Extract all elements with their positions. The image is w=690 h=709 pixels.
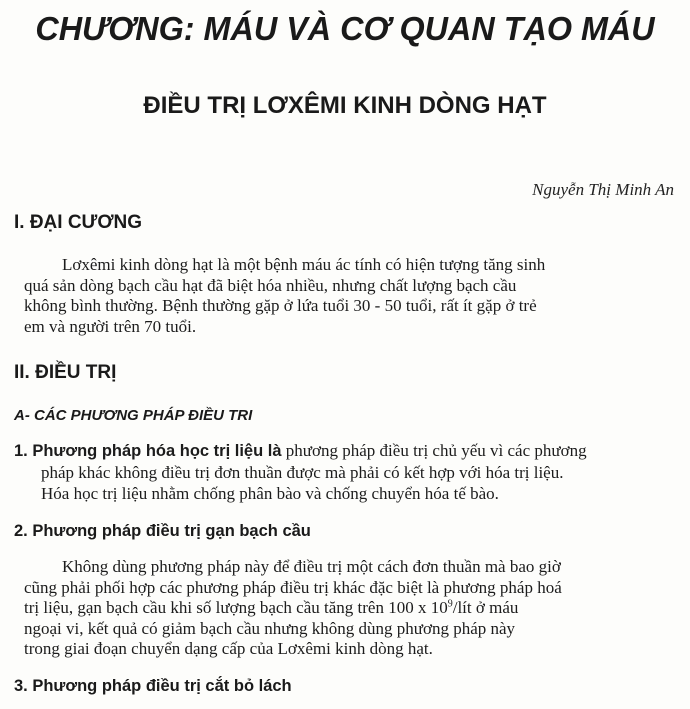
paragraph-line: ngoại vi, kết quả có giảm bạch cầu nhưng không dùng phương pháp này [24,618,516,638]
section-heading-dai-cuong: I. ĐẠI CƯƠNG [14,212,143,233]
item-text: Hóa học trị liệu nhằm chống phân bào và chống chuyển hóa tế bào. [41,484,499,503]
paragraph-line: cũng phải phối hợp các phương pháp điều trị khác đặc biệt là phương pháp hoá [24,577,562,597]
item-splenectomy-heading: 3. Phương pháp điều trị cắt bỏ lách [14,677,292,695]
paragraph-line: quá sản dòng bạch cầu hạt đã biệt hóa nhiều, nhưng chất lượng bạch cầu [24,275,517,295]
paragraph-line: Lơxêmi kinh dòng hạt là một bệnh máu ác tính có hiện tượng tăng sinh [62,255,546,274]
item-text: pháp khác không điều trị đơn thuần được mà phải có kết hợp với hóa trị liệu. [41,463,564,482]
superscript-exponent: 9 [447,598,453,610]
intro-paragraph [24,255,674,337]
paragraph-line: em và người trên 70 tuổi. [24,316,197,336]
item-leukapheresis-heading: 2. Phương pháp điều trị gạn bạch cầu [14,522,311,540]
section-heading-dieu-tri: II. ĐIỀU TRỊ [14,362,117,383]
paragraph-text: trị liệu, gạn bạch cầu khi số lượng bạch cầu tăng trên 100 x 10 [24,598,448,617]
item-chemotherapy [14,440,684,504]
page-title: ĐIỀU TRỊ LƠXÊMI KINH DÒNG HẠT [143,92,547,119]
leukapheresis-paragraph [24,557,679,660]
paragraph-line: Không dùng phương pháp này để điều trị một cách đơn thuần mà bao giờ [62,557,561,576]
paragraph-line: trong giai đoạn chuyển dạng cấp của Lơxêmi kinh dòng hạt. [24,639,433,658]
author-name: Nguyễn Thị Minh An [532,180,674,199]
item-text: phương pháp điều trị chủ yếu vì các phương [281,441,587,460]
paragraph-text: /lít ở máu [452,598,519,617]
chapter-heading: CHƯƠNG: MÁU VÀ CƠ QUAN TẠO MÁU [35,10,655,47]
paragraph-line-with-superscript [24,598,679,619]
paragraph-line: không bình thường. Bệnh thường gặp ở lứa tuổi 30 - 50 tuổi, rất ít gặp ở trẻ [24,296,537,315]
subsection-heading-methods: A- CÁC PHƯƠNG PHÁP ĐIỀU TRI [14,407,253,424]
item-lead: 1. Phương pháp hóa học trị liệu là [14,442,282,460]
